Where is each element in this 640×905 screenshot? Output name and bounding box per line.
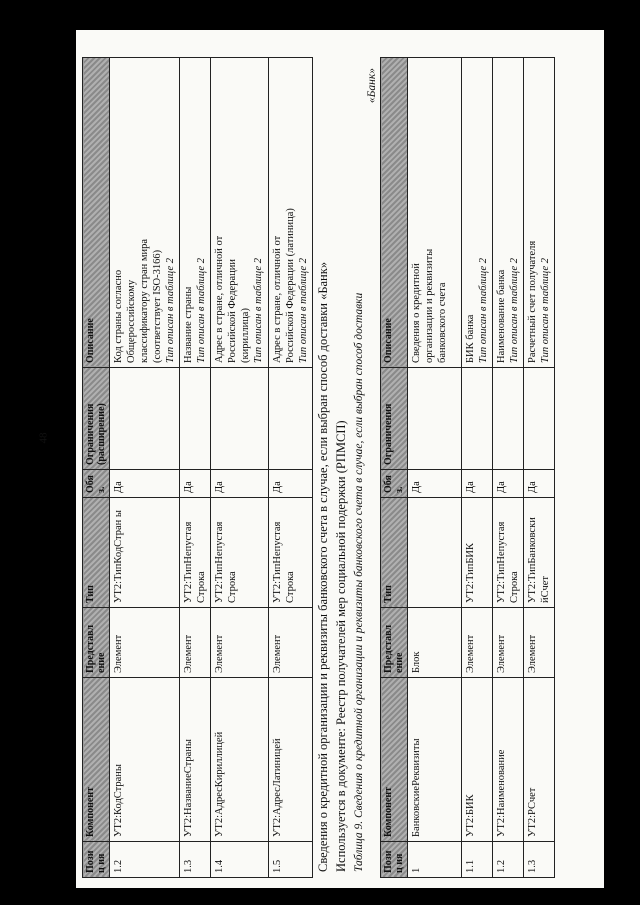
description-type-ref: Тип описан в таблице 2 <box>509 258 520 363</box>
cell-description <box>211 58 269 368</box>
description-line: классификатору стран мира <box>139 238 150 363</box>
description-line: Расчетный счет получателя <box>527 240 538 363</box>
table-header-row <box>381 58 408 878</box>
column-header: Представл ение <box>381 608 408 678</box>
cell-description <box>493 58 524 368</box>
cell-repr: Элемент <box>211 608 269 678</box>
table-row <box>493 58 524 878</box>
description-line: организации и реквизиты <box>424 248 435 363</box>
table-row <box>211 58 269 878</box>
column-header: Тип <box>83 498 110 608</box>
column-header: Описание <box>83 58 110 368</box>
column-header: Обя з. <box>381 470 408 498</box>
table9-caption-tail: «Банк» <box>366 68 378 104</box>
description-line: (соответствует ISO-3166) <box>152 249 163 363</box>
cell-type: УТ2:ТипБанковски йСчет <box>524 498 555 608</box>
cell-limits <box>493 368 524 470</box>
cell-req: Да <box>180 470 211 498</box>
column-header: Представл ение <box>83 608 110 678</box>
column-header: Ограничения <box>381 368 408 470</box>
description-line: Адрес в стране, отличной от <box>272 235 283 363</box>
cell-limits <box>462 368 493 470</box>
cell-type: УТ2:ТипБИК <box>462 498 493 608</box>
column-header: Ограничения (расширение) <box>83 368 110 470</box>
table-row <box>180 58 211 878</box>
cell-req: Да <box>211 470 269 498</box>
cell-type: УТ2:ТипНепустая Строка <box>211 498 269 608</box>
cell-limits <box>524 368 555 470</box>
description-type-ref: Тип описан в таблице 2 <box>298 258 309 363</box>
cell-component: УТ2:НазваниеСтраны <box>180 678 211 842</box>
cell-component: УТ2:АдресКириллицей <box>211 678 269 842</box>
description-type-ref: Тип описан в таблице 2 <box>165 258 176 363</box>
cell-pos: 1 <box>408 842 462 878</box>
cell-component: УТ2:АдресЛатиницей <box>269 678 313 842</box>
cell-req: Да <box>524 470 555 498</box>
column-header: Компонент <box>381 678 408 842</box>
cell-component: УТ2:РСчет <box>524 678 555 842</box>
column-header: Позиц ия <box>83 842 110 878</box>
cell-limits <box>408 368 462 470</box>
section-usage: Используется в документе: Реестр получателей мер социальной подержки (РПМСП) <box>334 420 348 872</box>
description-type-ref: Тип описан в таблице 2 <box>540 258 551 363</box>
cell-pos: 1.3 <box>524 842 555 878</box>
table-row <box>524 58 555 878</box>
cell-req: Да <box>462 470 493 498</box>
rotated-content <box>82 58 551 878</box>
column-header: Тип <box>381 498 408 608</box>
cell-component: УТ2:КодСтраны <box>110 678 180 842</box>
table-row <box>269 58 313 878</box>
description-type-ref: Тип описан в таблице 2 <box>478 258 489 363</box>
description-line: (кириллица) <box>240 308 251 363</box>
description-line: Сведения о кредитной <box>411 263 422 363</box>
table-bank-details <box>380 57 555 878</box>
cell-pos: 1.3 <box>180 842 211 878</box>
cell-type: УТ2:ТипКодСтран ы <box>110 498 180 608</box>
cell-req: Да <box>269 470 313 498</box>
column-header: Компонент <box>83 678 110 842</box>
cell-pos: 1.2 <box>493 842 524 878</box>
cell-type <box>408 498 462 608</box>
cell-component: УТ2:Наименование <box>493 678 524 842</box>
table-row <box>462 58 493 878</box>
cell-req: Да <box>110 470 180 498</box>
cell-component: УТ2:БИК <box>462 678 493 842</box>
description-line: Общероссийскому <box>126 279 137 363</box>
description-line: Российской Федерации <box>227 259 238 363</box>
description-line: Наименование банка <box>496 269 507 363</box>
cell-req: Да <box>493 470 524 498</box>
cell-type: УТ2:ТипНепустая Строка <box>180 498 211 608</box>
cell-limits <box>211 368 269 470</box>
cell-repr: Элемент <box>524 608 555 678</box>
cell-pos: 1.4 <box>211 842 269 878</box>
page-number: 48 <box>37 432 50 444</box>
cell-component: БанковскиеРеквизиты <box>408 678 462 842</box>
cell-type: УТ2:ТипНепустая Строка <box>269 498 313 608</box>
description-line: банковского счета <box>437 282 448 363</box>
table-row <box>408 58 462 878</box>
cell-limits <box>269 368 313 470</box>
description-type-ref: Тип описан в таблице 2 <box>196 258 207 363</box>
cell-req: Да <box>408 470 462 498</box>
cell-repr: Блок <box>408 608 462 678</box>
column-header: Описание <box>381 58 408 368</box>
description-line: Название страны <box>183 286 194 363</box>
column-header: Обя з. <box>83 470 110 498</box>
description-line: БИК банка <box>465 314 476 363</box>
description-line: Адрес в стране, отличной от <box>214 235 225 363</box>
description-line: Российской Федерации (латиница) <box>285 208 296 363</box>
cell-pos: 1.2 <box>110 842 180 878</box>
cell-repr: Элемент <box>462 608 493 678</box>
column-header: Позиц ия <box>381 842 408 878</box>
cell-description <box>110 58 180 368</box>
cell-limits <box>110 368 180 470</box>
cell-pos: 1.1 <box>462 842 493 878</box>
table-header-row <box>83 58 110 878</box>
cell-description <box>180 58 211 368</box>
cell-limits <box>180 368 211 470</box>
cell-repr: Элемент <box>180 608 211 678</box>
description-line: Код страны согласно <box>113 269 124 363</box>
table9-caption: Таблица 9. Сведения о кредитной организации и реквизиты банковского счета в случае, если выбран способ доставки <box>353 292 365 872</box>
cell-description <box>524 58 555 368</box>
cell-description <box>408 58 462 368</box>
section-title: Сведения о кредитной организации и реквизиты банковского счета в случае, если выбран способ доставки «Банк» <box>316 261 330 872</box>
cell-repr: Элемент <box>110 608 180 678</box>
cell-repr: Элемент <box>269 608 313 678</box>
table-component-country <box>82 57 313 878</box>
cell-type: УТ2:ТипНепустая Строка <box>493 498 524 608</box>
table-row <box>110 58 180 878</box>
cell-pos: 1.5 <box>269 842 313 878</box>
cell-description <box>462 58 493 368</box>
cell-repr: Элемент <box>493 608 524 678</box>
description-type-ref: Тип описан в таблице 2 <box>253 258 264 363</box>
cell-description <box>269 58 313 368</box>
